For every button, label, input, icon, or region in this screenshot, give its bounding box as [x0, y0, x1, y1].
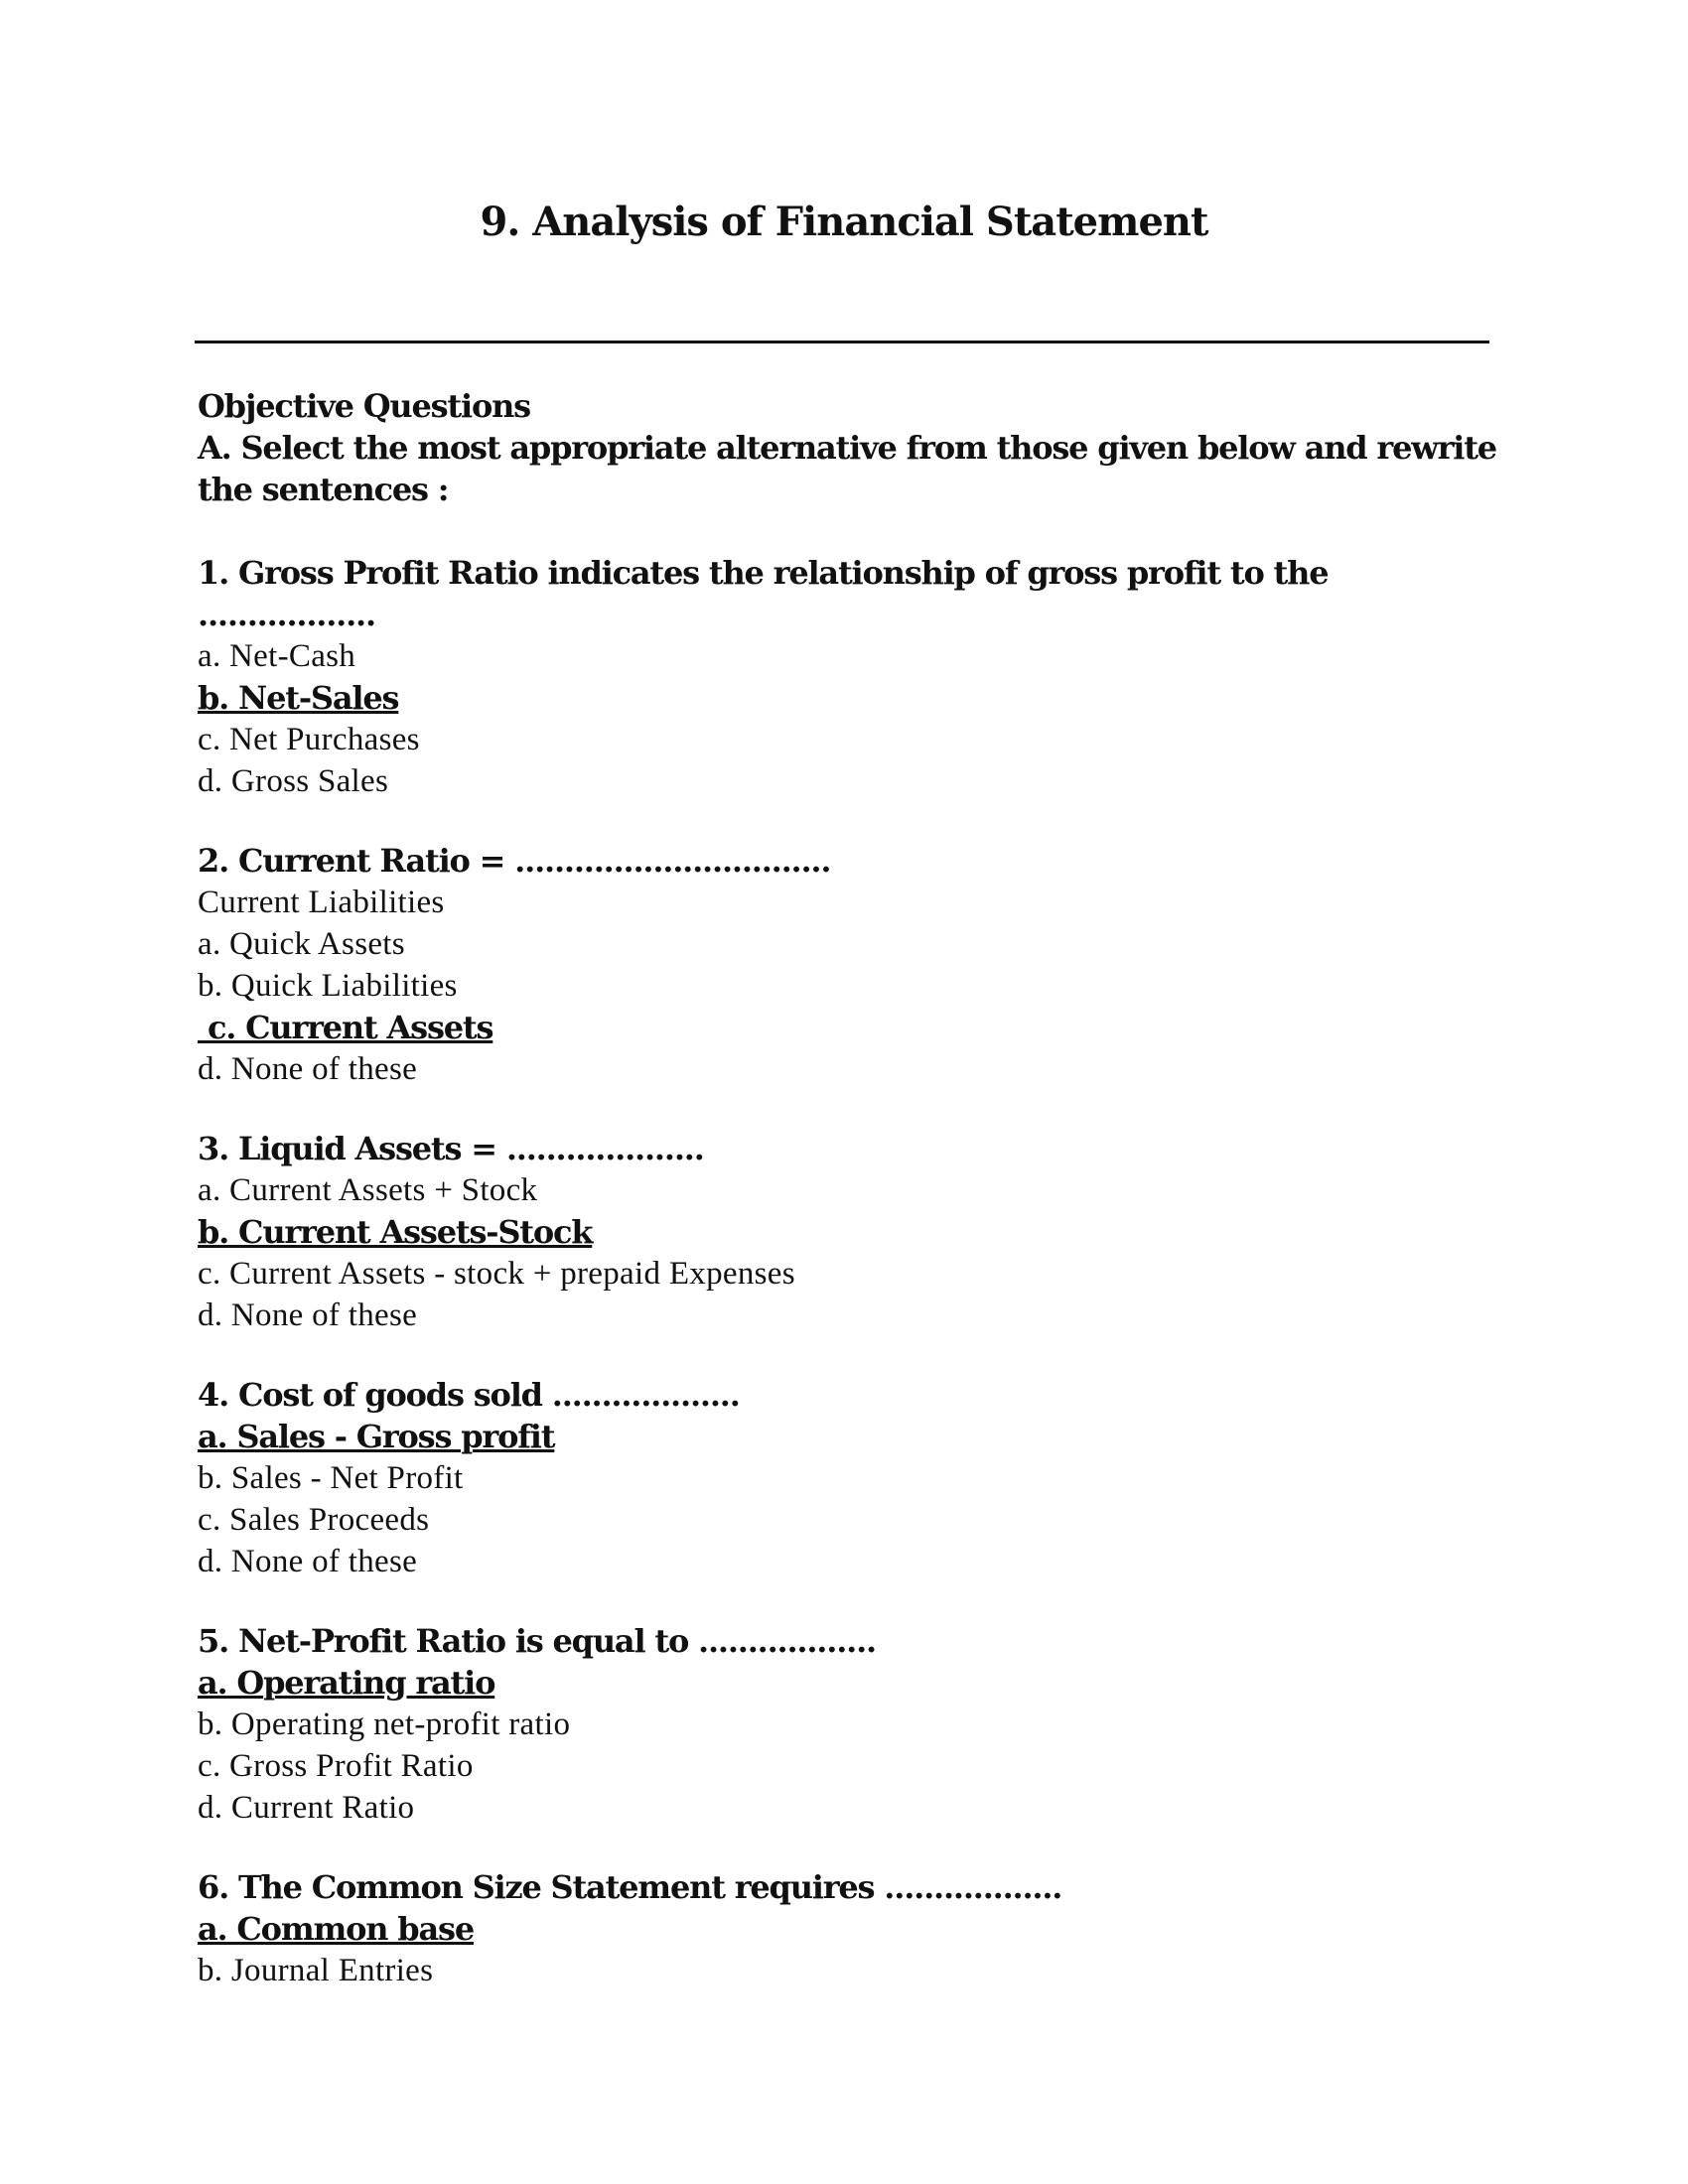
page-title: 9. Analysis of Financial Statement [480, 199, 1208, 245]
title-divider [195, 341, 1489, 343]
question-block [198, 552, 1508, 802]
option: b. Operating net-profit ratio [198, 1706, 571, 1742]
question-block [198, 840, 1508, 1090]
question-text: 4. Cost of goods sold ................... [198, 1376, 740, 1414]
option: b. Sales - Net Profit [198, 1460, 464, 1496]
option: d. None of these [198, 1297, 418, 1333]
option: b. Journal Entries [198, 1953, 434, 1988]
answer-option: a. Common base [198, 1910, 474, 1948]
option: a. Net-Cash [198, 638, 356, 674]
option: c. Net Purchases [198, 722, 420, 757]
question-block [198, 1374, 1508, 1582]
question-text: 5. Net-Profit Ratio is equal to .................. [198, 1622, 876, 1660]
answer-option: a. Sales - Gross profit [198, 1418, 555, 1455]
question-list [198, 552, 1508, 1991]
answer-option: b. Current Assets-Stock [198, 1213, 593, 1251]
option: a. Quick Assets [198, 926, 405, 962]
option: c. Sales Proceeds [198, 1502, 430, 1538]
question-text: 2. Current Ratio = ................................ [198, 842, 831, 880]
question-block [198, 1866, 1508, 1991]
option: b. Quick Liabilities [198, 968, 458, 1004]
option: d. None of these [198, 1051, 418, 1087]
answer-option: b. Net-Sales [198, 679, 399, 717]
answer-option: a. Operating ratio [198, 1664, 495, 1702]
question-sheet [198, 385, 1508, 2029]
instruction-text: A. Select the most appropriate alternative from those given below and rewrite the sentences : [198, 429, 1496, 508]
question-block [198, 1128, 1508, 1336]
question-text: 3. Liquid Assets = .................... [198, 1130, 704, 1167]
option: d. Current Ratio [198, 1790, 415, 1826]
question-text: 6. The Common Size Statement requires .................. [198, 1868, 1062, 1906]
option: c. Current Assets - stock + prepaid Expenses [198, 1256, 795, 1292]
option: d. Gross Sales [198, 763, 389, 799]
spacer [198, 510, 1508, 552]
option: a. Current Assets + Stock [198, 1172, 538, 1208]
answer-option: c. Current Assets [198, 1009, 493, 1046]
option: c. Gross Profit Ratio [198, 1748, 474, 1784]
question-denominator: Current Liabilities [198, 885, 445, 920]
option: d. None of these [198, 1544, 418, 1579]
question-block [198, 1620, 1508, 1829]
section-heading: Objective Questions [198, 387, 530, 425]
question-text: 1. Gross Profit Ratio indicates the relationship of gross profit to the .................. [198, 554, 1329, 633]
